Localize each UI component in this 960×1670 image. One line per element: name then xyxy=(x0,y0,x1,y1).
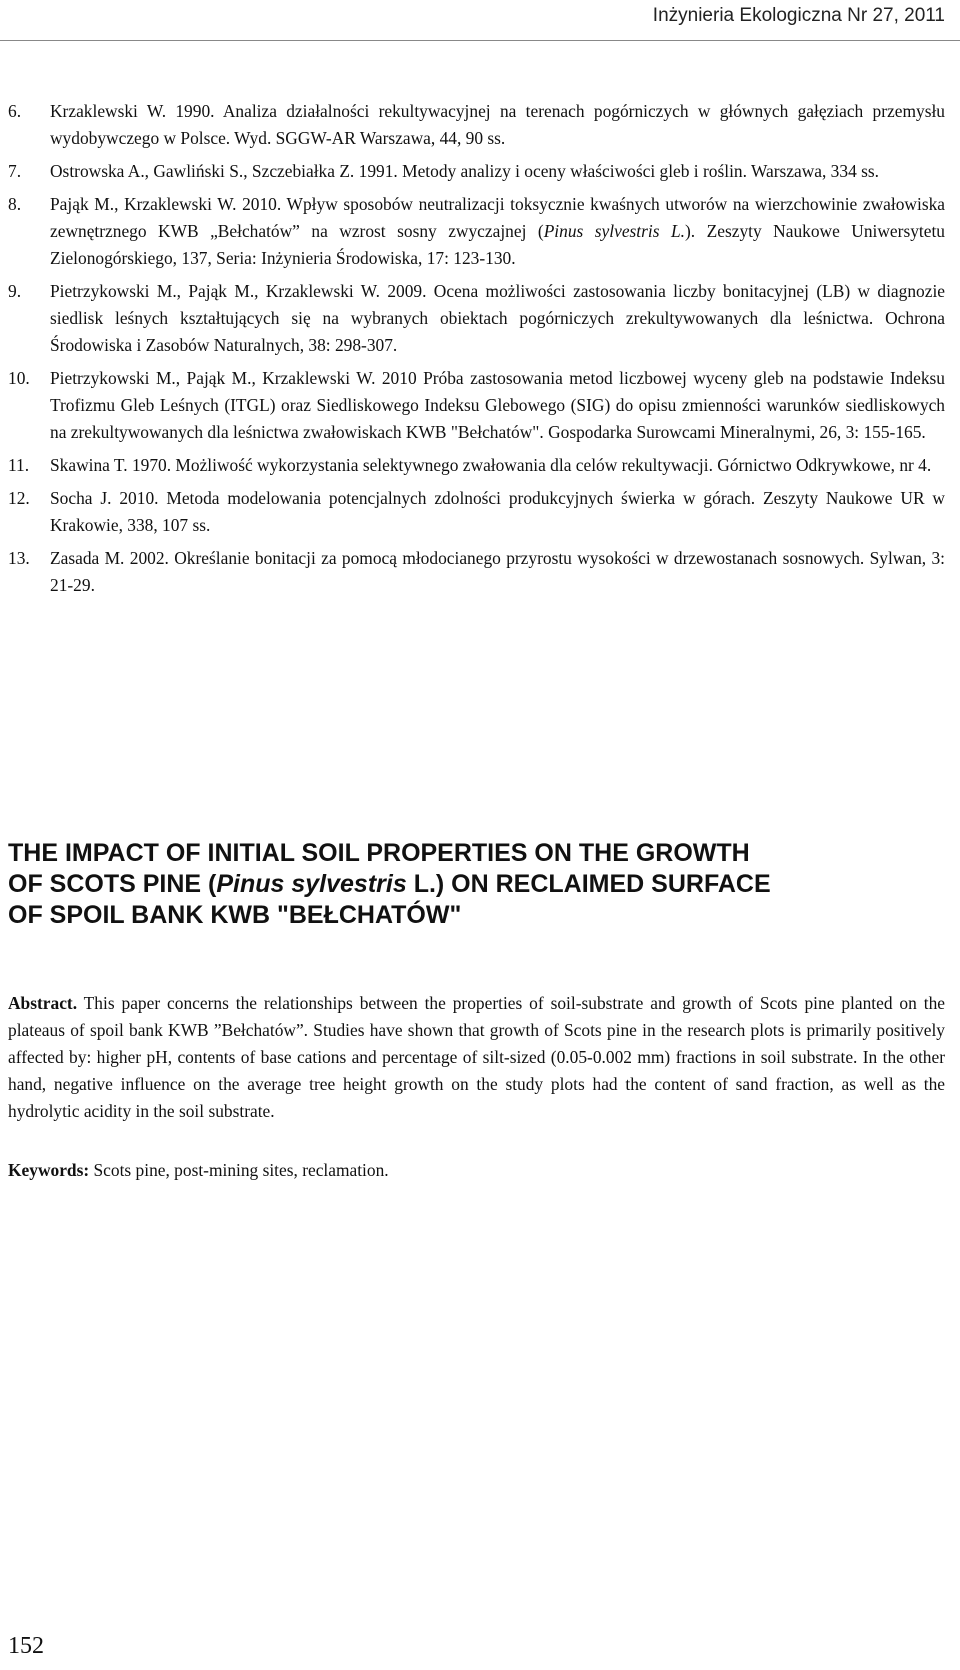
reference-item xyxy=(8,365,945,446)
reference-number: 8. xyxy=(8,194,22,214)
reference-text: Socha J. 2010. Metoda modelowania potencjalnych zdolności produkcyjnych świerka w górach. Zeszyty Naukowe UR w Krakowie, 338, 107 ss. xyxy=(50,488,945,535)
journal-title: Inżynieria Ekologiczna Nr 27, 2011 xyxy=(652,5,945,26)
abstract-label: Abstract. xyxy=(8,993,78,1013)
reference-number: 13. xyxy=(8,548,30,568)
abstract-text: This paper concerns the relationships between the properties of soil-substrate and growth of Scots pine planted on the plateaus of spoil bank KWB ”Bełchatów”. Studies have shown that growth of Scots pine in the research plots is primarily positively affected by: higher pH, contents of base cations and percentage of silt-sized (0.05-0.002 mm) fractions in soil substrate. In the other hand, negative influence on the average tree height growth on the study plots had the content of sand fraction, as well as the hydrolytic acidity in the soil substrate. xyxy=(8,993,945,1121)
reference-number: 11. xyxy=(8,455,30,475)
reference-text: Zasada M. 2002. Określanie bonitacji za pomocą młodocianego przyrostu wysokości w drzewostanach sosnowych. Sylwan, 3: 21-29. xyxy=(50,548,945,595)
reference-text: Pietrzykowski M., Pająk M., Krzaklewski W. 2010 Próba zastosowania metod liczbowej wyceny gleb na podstawie Indeksu Trofizmu Gleb Leśnych (ITGL) oraz Siedliskowego Indeksu Glebowego (SIG) do opisu zmienności warunków siedliskowych na zrekultywowanych dla leśnictwa zwałowiskach KWB "Bełchatów". Gospodarka Surowcami Mineralnymi, 26, 3: 155-165. xyxy=(50,368,945,442)
header-rule xyxy=(0,40,960,41)
reference-item xyxy=(8,545,945,599)
reference-item xyxy=(8,98,945,152)
reference-text: Krzaklewski W. 1990. Analiza działalności rekultywacyjnej na terenach pogórniczych w głównych gałęziach przemysłu wydobywczego w Polsce. Wyd. SGGW-AR Warszawa, 44, 90 ss. xyxy=(50,101,945,148)
reference-item xyxy=(8,452,945,479)
keywords-label: Keywords: xyxy=(8,1160,90,1180)
english-title-line-3: OF SPOIL BANK KWB "BEŁCHATÓW" xyxy=(8,901,462,929)
english-title-line-2-pre: OF SCOTS PINE ( xyxy=(8,870,217,898)
reference-text: Skawina T. 1970. Możliwość wykorzystania selektywnego zwałowania dla celów rekultywacji. Górnictwo Odkrywkowe, nr 4. xyxy=(50,455,932,475)
keywords-text: Scots pine, post-mining sites, reclamation. xyxy=(89,1160,389,1180)
reference-latin-name: Pinus sylvestris L. xyxy=(543,221,686,241)
english-title-line-1: THE IMPACT OF INITIAL SOIL PROPERTIES ON THE GROWTH xyxy=(8,839,750,867)
reference-number: 6. xyxy=(8,101,22,121)
english-title xyxy=(8,838,938,931)
running-header xyxy=(0,0,960,44)
english-title-line-2-post: L.) ON RECLAIMED SURFACE xyxy=(406,870,771,898)
reference-list xyxy=(8,98,945,605)
reference-number: 9. xyxy=(8,281,22,301)
abstract xyxy=(8,990,945,1125)
reference-text: Ostrowska A., Gawliński S., Szczebiałka Z. 1991. Metody analizy i oceny właściwości gleb i roślin. Warszawa, 334 ss. xyxy=(50,161,880,181)
keywords xyxy=(8,1157,945,1184)
reference-number: 12. xyxy=(8,488,30,508)
reference-item xyxy=(8,158,945,185)
reference-item xyxy=(8,485,945,539)
english-title-line-2 xyxy=(8,869,938,900)
reference-number: 7. xyxy=(8,161,22,181)
page-number: 152 xyxy=(8,1633,44,1659)
reference-text: Pietrzykowski M., Pająk M., Krzaklewski W. 2009. Ocena możliwości zastosowania liczby bonitacyjnej (LB) w diagnozie siedlisk leśnych kształtujących się na wybranych obiektach pogórniczych zrekultywowanych dla leśnictwa. Ochrona Środowiska i Zasobów Naturalnych, 38: 298-307. xyxy=(50,281,945,355)
reference-text: ). Zeszyty Naukowe Uniwersytetu Zielonogórskiego, 137, Seria: Inżynieria Środowiska, 17: 123-130. xyxy=(50,221,945,268)
reference-item xyxy=(8,278,945,359)
english-title-latin-name: Pinus sylvestris xyxy=(216,870,407,898)
reference-text: Pająk M., Krzaklewski W. 2010. Wpływ sposobów neutralizacji toksycznie kwaśnych utworów na wierzchowinie zwałowiska zewnętrznego KWB „Bełchatów” na wzrost sosny zwyczajnej ( xyxy=(50,194,945,241)
reference-number: 10. xyxy=(8,368,30,388)
reference-item xyxy=(8,191,945,272)
